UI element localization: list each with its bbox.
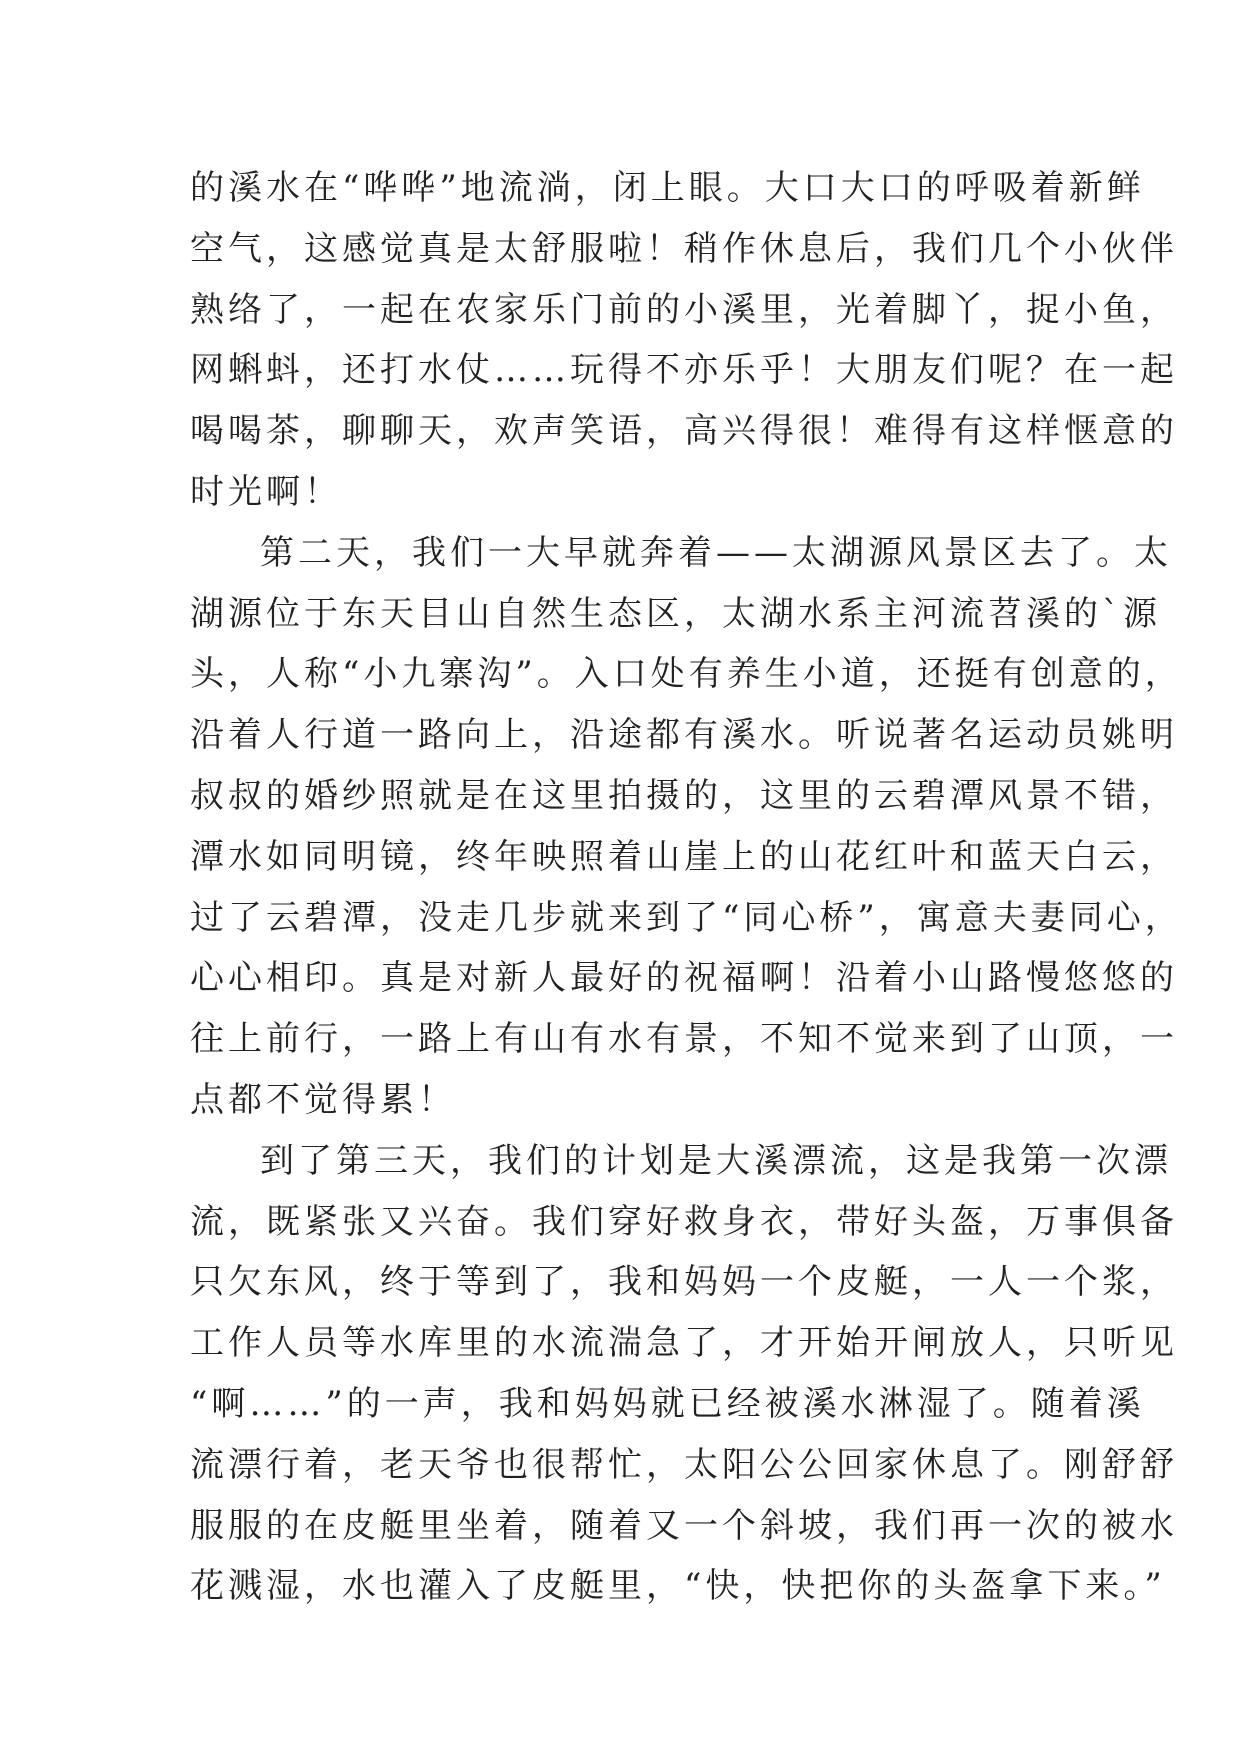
text-line: 潭水如同明镜，终年映照着山崖上的山花红叶和蓝天白云， [190,836,1178,877]
text-line: 叔叔的婚纱照就是在这里拍摄的，这里的云碧潭风景不错， [190,775,1178,816]
text-line: 的溪水在“哗哗”地流淌，闭上眼。大口大口的呼吸着新鲜 [190,168,1145,208]
text-line: 流漂行着，老天爷也很帮忙，太阳公公回家休息了。刚舒舒 [190,1444,1178,1485]
body-text [190,158,1183,1617]
text-line: 过了云碧潭，没走几步就来到了“同心桥”，寓意夫妻同心， [190,897,1183,938]
text-line: 心心相印。真是对新人最好的祝福啊！沿着小山路慢悠悠的 [190,958,1178,999]
text-line: 时光啊！ [190,471,342,512]
text-line: 花溅湿，水也灌入了皮艇里，“快，快把你的头盔拿下来。” [190,1566,1166,1607]
paragraph-first-line: 第二天，我们一大早就奔着——太湖源风景区去了。太 [260,532,1172,573]
text-line: 往上前行，一路上有山有水有景，不知不觉来到了山顶，一 [190,1019,1178,1060]
text-line: 沿着人行道一路向上，沿途都有溪水。听说著名运动员姚明 [190,715,1178,756]
text-line: 流，既紧张又兴奋。我们穿好救身衣，带好头盔，万事俱备 [190,1201,1178,1242]
text-line: 点都不觉得累！ [190,1079,456,1120]
text-line: 喝喝茶，聊聊天，欢声笑语，高兴得很！难得有这样惬意的 [190,411,1178,452]
text-line: 服服的在皮艇里坐着，随着又一个斜坡，我们再一次的被水 [190,1505,1178,1546]
text-line: 湖源位于东天目山自然生态区，太湖水系主河流苕溪的`源 [190,593,1161,634]
text-line: 网蝌蚪，还打水仗……玩得不亦乐乎！大朋友们呢？在一起 [190,350,1178,391]
text-line: 头，人称“小九寨沟”。入口处有养生小道，还挺有创意的， [190,654,1183,695]
text-line: 熟络了，一起在农家乐门前的小溪里，光着脚丫，捉小鱼， [190,289,1178,330]
text-line: “啊……”的一声，我和妈妈就已经被溪水淋湿了。随着溪 [190,1383,1145,1424]
text-line: 工作人员等水库里的水流湍急了，才开始开闸放人，只听见 [190,1323,1178,1364]
paragraph-first-line: 到了第三天，我们的计划是大溪漂流，这是我第一次漂 [260,1140,1172,1181]
text-line: 只欠东风，终于等到了，我和妈妈一个皮艇，一人一个浆， [190,1262,1178,1303]
text-line: 空气，这感觉真是太舒服啦！稍作休息后，我们几个小伙伴 [190,228,1178,269]
